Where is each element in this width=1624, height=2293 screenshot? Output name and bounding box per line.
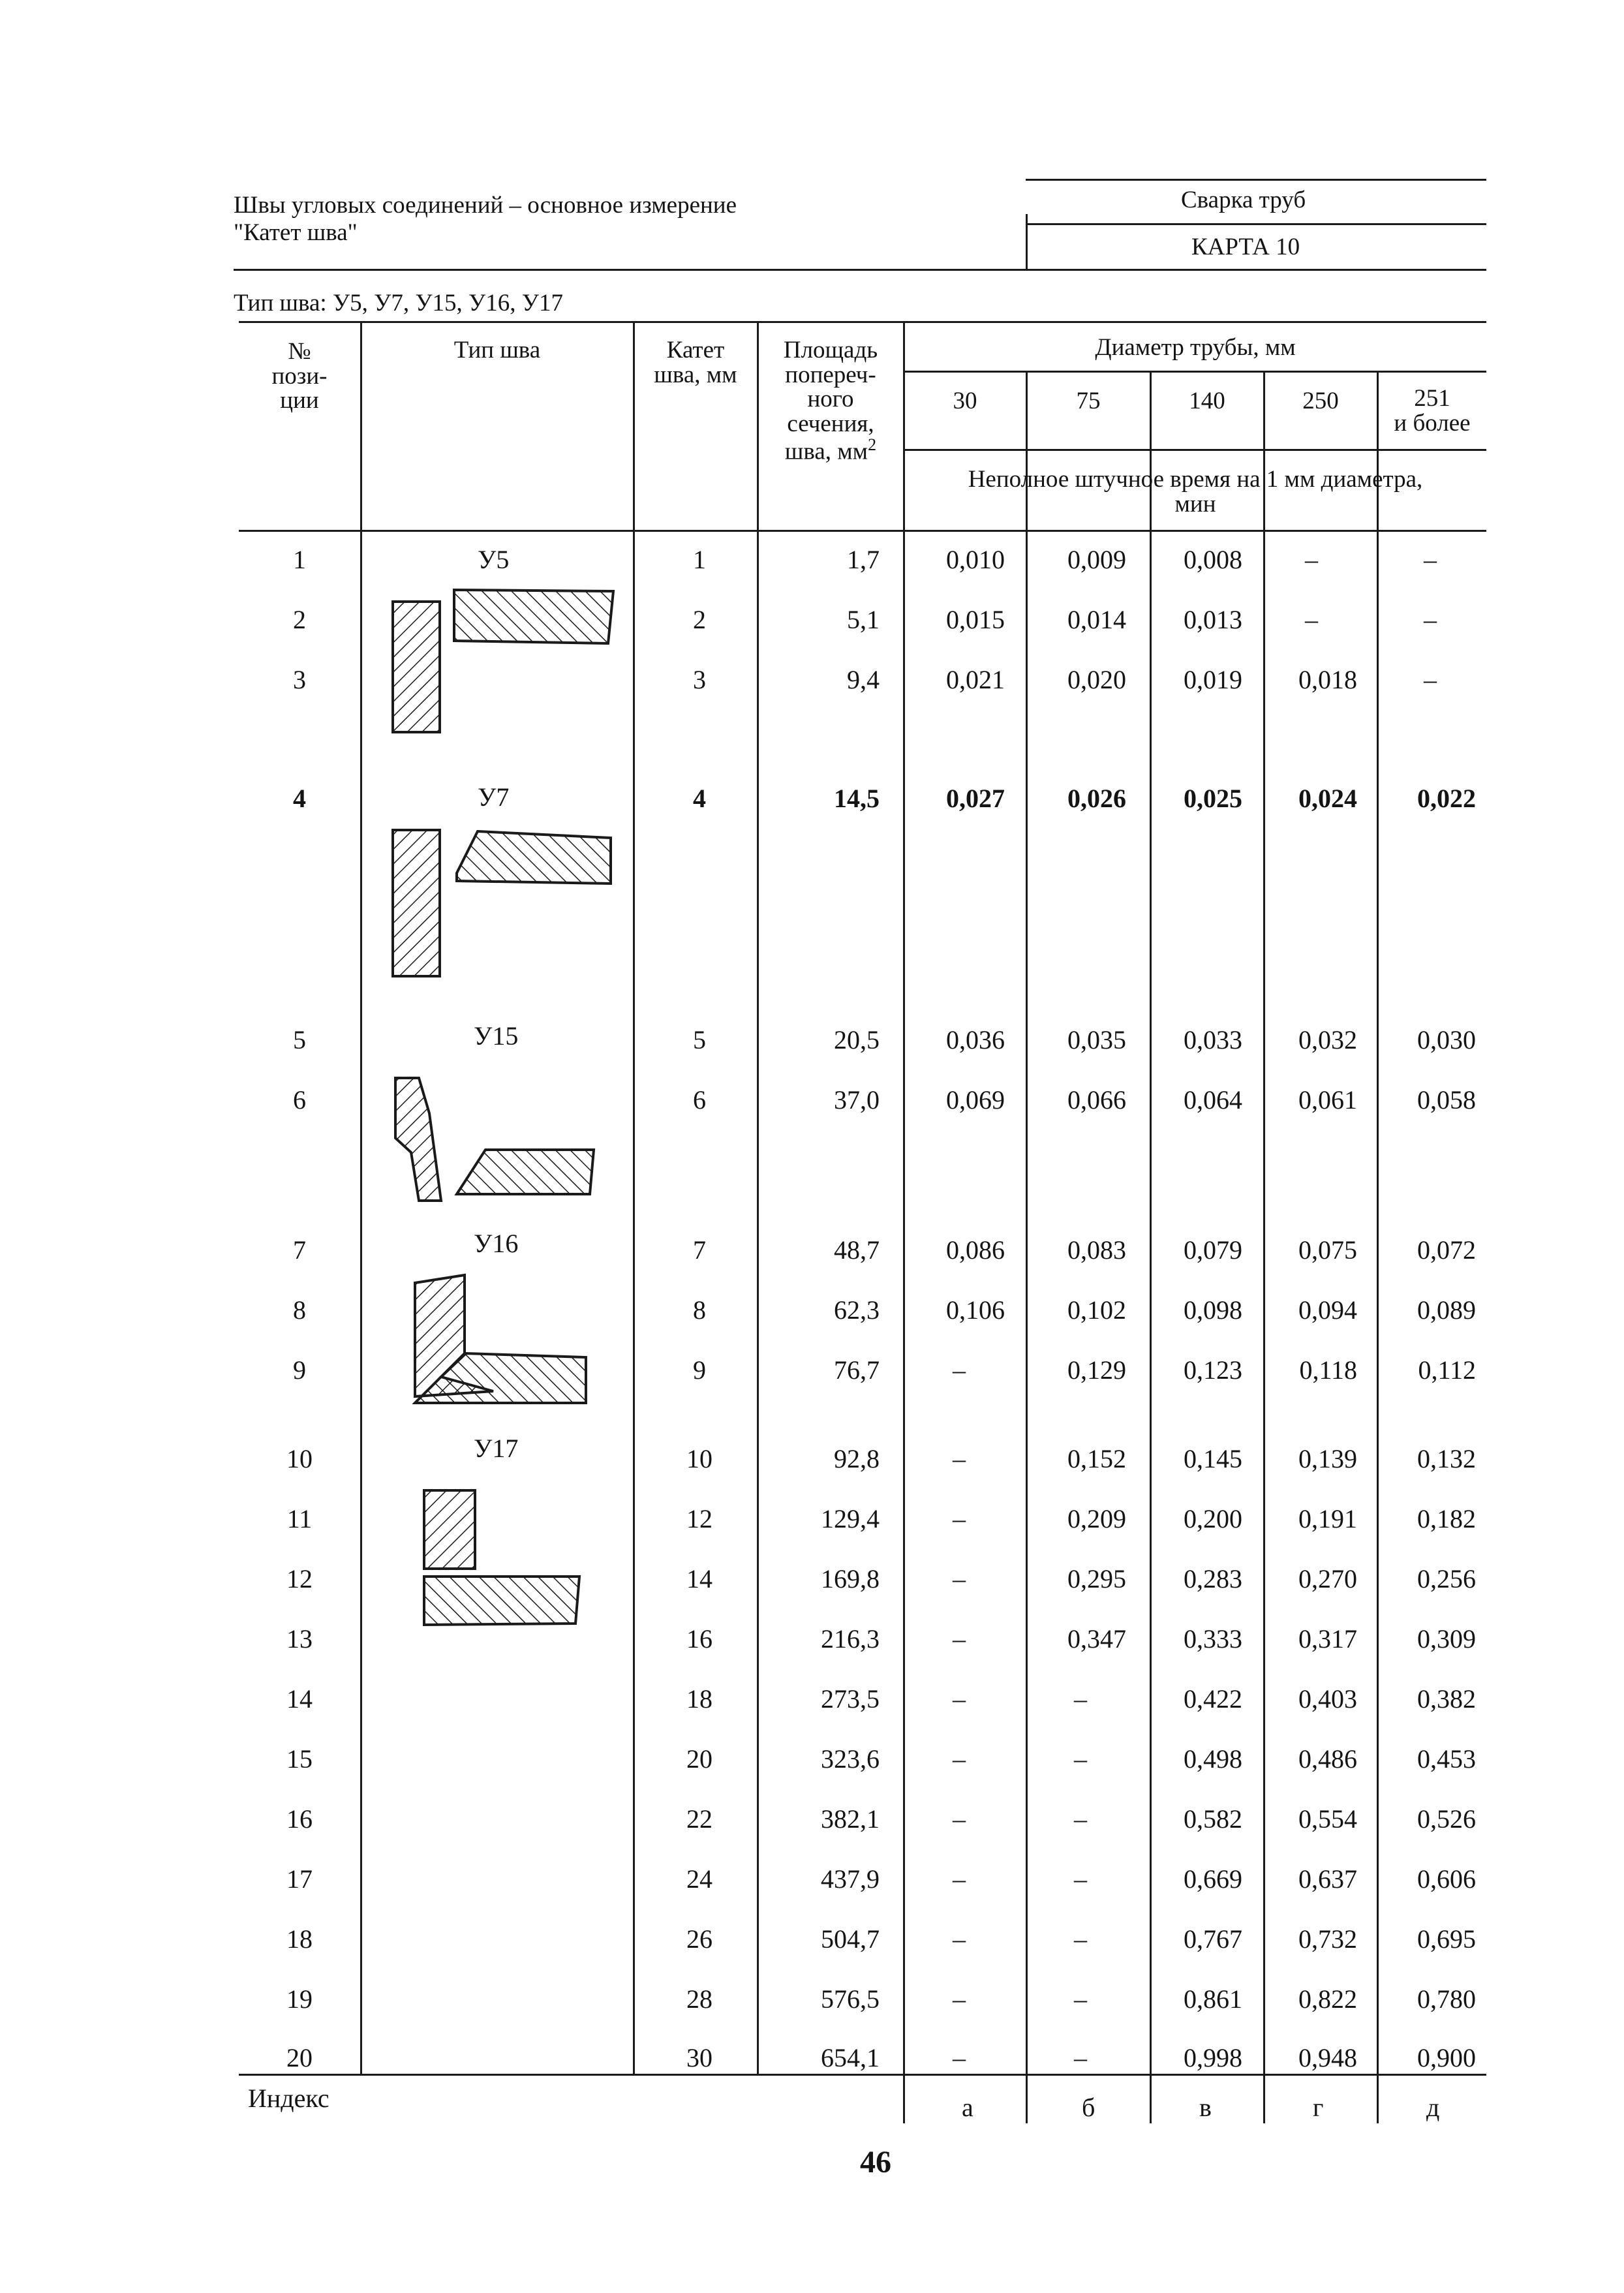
row-position: 14 [286,1684,313,1714]
row-katet: 28 [686,1984,712,2014]
row-katet: 5 [693,1025,706,1054]
row-area: 14,5 [834,784,880,813]
row-time-d2: 0,013 [1184,605,1242,634]
row-time-d3: 0,139 [1298,1444,1357,1473]
row-time-d1: – [1074,1864,1087,1894]
row-time-d4: 0,453 [1417,1744,1476,1774]
row-area: 76,7 [834,1355,880,1385]
row-time-d2: 0,064 [1184,1085,1242,1115]
row-time-d2: 0,145 [1184,1444,1242,1473]
row-time-d1: – [1074,1804,1087,1834]
diameter-75: 75 [1076,388,1101,414]
row-time-d1: 0,026 [1067,784,1126,813]
row-position: 20 [286,2043,313,2072]
row-position: 9 [293,1355,306,1385]
row-time-d3: 0,317 [1298,1624,1357,1654]
row-time-d3: 0,191 [1298,1504,1357,1533]
doc-title-line1: Швы угловых соединений – основное измерение [234,192,737,219]
row-area: 9,4 [847,665,880,694]
row-katet: 12 [686,1504,712,1533]
row-position: 8 [293,1295,306,1325]
row-time-d1: – [1074,1684,1087,1714]
row-time-d1: 0,014 [1067,605,1126,634]
row-time-d0: – [953,1924,966,1954]
row-time-d0: – [953,2043,966,2072]
row-time-d1: 0,209 [1067,1504,1126,1533]
row-time-d3: 0,554 [1298,1804,1357,1834]
row-time-d3: – [1305,605,1318,634]
row-time-d0: 0,027 [946,784,1005,813]
row-area: 576,5 [821,1984,880,2014]
diameter-more: и более [1394,409,1471,437]
row-time-d2: 0,008 [1184,545,1242,574]
row-time-d2: 0,123 [1184,1355,1242,1385]
row-katet: 16 [686,1624,712,1654]
row-time-d4: 0,309 [1417,1624,1476,1654]
row-time-d0: 0,069 [946,1085,1005,1115]
row-time-d2: 0,998 [1184,2043,1242,2072]
card-number: КАРТА 10 [1191,234,1300,260]
index-d: д [1426,2093,1440,2122]
row-katet: 7 [693,1235,706,1265]
row-katet: 9 [693,1355,706,1385]
row-time-d2: 0,582 [1184,1804,1242,1834]
row-time-d1: 0,347 [1067,1624,1126,1654]
header-area-sup: 2 [868,435,877,454]
row-time-d3: 0,270 [1298,1564,1357,1593]
row-time-d0: – [953,1744,966,1774]
row-area: 504,7 [821,1924,880,1954]
seam-diagram-u16 [412,1272,595,1409]
row-time-d0: 0,015 [946,605,1005,634]
row-time-d4: 0,382 [1417,1684,1476,1714]
row-position: 16 [286,1804,313,1834]
row-time-d3: 0,094 [1298,1295,1357,1325]
row-time-d1: 0,035 [1067,1025,1126,1054]
row-area: 216,3 [821,1624,880,1654]
row-time-d0: – [953,1444,966,1473]
row-time-d0: 0,010 [946,545,1005,574]
row-time-d1: 0,102 [1067,1295,1126,1325]
row-time-d4: 0,526 [1417,1804,1476,1834]
col-divider [757,322,759,2075]
page-number: 46 [860,2145,891,2179]
row-katet: 24 [686,1864,712,1894]
row-time-d4: 0,182 [1417,1504,1476,1533]
row-time-d0: – [953,1355,966,1385]
row-katet: 6 [693,1085,706,1115]
row-time-d2: 0,079 [1184,1235,1242,1265]
header-pos [239,339,360,413]
col-divider [903,322,905,2123]
row-time-d4: 0,606 [1417,1864,1476,1894]
row-time-d4: 0,072 [1417,1235,1476,1265]
row-time-d4: 0,089 [1417,1295,1476,1325]
row-time-d1: 0,009 [1067,545,1126,574]
row-area: 20,5 [834,1025,880,1054]
row-area: 129,4 [821,1504,880,1533]
row-time-d0: – [953,1564,966,1593]
seam-diagram-u5 [389,587,624,744]
row-time-d3: 0,486 [1298,1744,1357,1774]
row-position: 3 [293,665,306,694]
row-time-d2: 0,019 [1184,665,1242,694]
row-area: 323,6 [821,1744,880,1774]
row-area: 5,1 [847,605,880,634]
row-katet: 3 [693,665,706,694]
row-time-d2: 0,200 [1184,1504,1242,1533]
row-position: 10 [286,1444,313,1473]
rule [903,371,1486,373]
header-diameter: Диаметр трубы, мм [1095,334,1296,361]
seam-types-line: Тип шва: У5, У7, У15, У16, У17 [234,290,563,316]
row-time-d4: 0,058 [1417,1085,1476,1115]
row-time-d0: – [953,1804,966,1834]
index-label: Индекс [248,2084,329,2113]
row-time-d3: 0,948 [1298,2043,1357,2072]
time-caption [904,467,1486,516]
row-position: 4 [293,784,306,813]
row-time-d4: 0,112 [1418,1355,1476,1385]
row-time-d1: 0,295 [1067,1564,1126,1593]
row-time-d0: – [953,1624,966,1654]
row-area: 169,8 [821,1564,880,1593]
col-divider [633,322,635,2075]
header-pos-l1: № [288,338,311,365]
diameter-140: 140 [1189,388,1225,414]
row-time-d3: 0,024 [1298,784,1357,813]
row-katet: 4 [693,784,706,813]
row-time-d4: 0,022 [1417,784,1476,813]
seam-diagram-u17 [419,1488,582,1631]
row-position: 5 [293,1025,306,1054]
row-katet: 26 [686,1924,712,1954]
row-katet: 20 [686,1744,712,1774]
seam-label-u17: У17 [474,1434,519,1463]
time-caption-l1: Неполное штучное время на 1 мм диаметра, [968,466,1423,493]
row-position: 13 [286,1624,313,1654]
diameter-251 [1378,386,1486,435]
rule [1026,214,1028,270]
col-divider [360,322,362,2075]
row-katet: 22 [686,1804,712,1834]
row-time-d2: 0,669 [1184,1864,1242,1894]
row-time-d4: 0,030 [1417,1025,1476,1054]
row-position: 15 [286,1744,313,1774]
row-time-d4: – [1424,665,1437,694]
row-position: 17 [286,1864,313,1894]
row-position: 2 [293,605,306,634]
row-time-d4: 0,780 [1417,1984,1476,2014]
row-time-d4: 0,132 [1417,1444,1476,1473]
row-time-d2: 0,498 [1184,1744,1242,1774]
doc-title-line2: "Катет шва" [234,219,358,246]
row-area: 1,7 [847,545,880,574]
row-katet: 8 [693,1295,706,1325]
row-position: 18 [286,1924,313,1954]
row-position: 11 [286,1504,313,1533]
row-time-d4: – [1424,605,1437,634]
row-time-d3: 0,637 [1298,1864,1357,1894]
seam-diagram-u7 [389,823,624,980]
row-time-d3: 0,403 [1298,1684,1357,1714]
row-position: 12 [286,1564,313,1593]
row-time-d1: – [1074,1744,1087,1774]
row-time-d3: 0,732 [1298,1924,1357,1954]
row-time-d0: – [953,1864,966,1894]
header-katet-l1: Катет [666,337,725,363]
row-time-d3: 0,061 [1298,1085,1357,1115]
row-time-d1: 0,129 [1067,1355,1126,1385]
row-time-d3: – [1305,545,1318,574]
row-time-d4: 0,900 [1417,2043,1476,2072]
header-area [758,338,903,464]
row-time-d3: 0,822 [1298,1984,1357,2014]
row-katet: 18 [686,1684,712,1714]
row-time-d1: 0,083 [1067,1235,1126,1265]
time-caption-l2: мин [1174,490,1216,517]
row-time-d2: 0,767 [1184,1924,1242,1954]
row-time-d0: 0,106 [946,1295,1005,1325]
header-katet [634,338,757,387]
row-time-d3: 0,075 [1298,1235,1357,1265]
header-area-l2: попереч- [785,361,876,388]
row-time-d0: 0,036 [946,1025,1005,1054]
row-area: 62,3 [834,1295,880,1325]
row-time-d0: 0,021 [946,665,1005,694]
row-position: 19 [286,1984,313,2014]
row-time-d2: 0,098 [1184,1295,1242,1325]
row-position: 1 [293,545,306,574]
row-time-d3: 0,018 [1298,665,1357,694]
row-area: 382,1 [821,1804,880,1834]
header-pos-l2: пози- [271,362,328,390]
diameter-251-value: 251 [1414,385,1450,412]
rule [1026,179,1486,181]
row-time-d1: – [1074,1924,1087,1954]
seam-label-u7: У7 [478,782,510,812]
section-title: Сварка труб [1181,187,1306,213]
row-area: 273,5 [821,1684,880,1714]
header-area-l5: шва, мм [784,438,868,465]
row-katet: 14 [686,1564,712,1593]
row-time-d0: – [953,1504,966,1533]
index-a: а [962,2093,973,2122]
diameter-30: 30 [953,388,977,414]
header-katet-l2: шва, мм [654,361,737,388]
header-area-l3: ного [807,386,854,413]
row-time-d3: 0,032 [1298,1025,1357,1054]
header-area-l4: сечения, [787,410,874,438]
header-seam-type: Тип шва [453,337,541,363]
seam-label-u16: У16 [474,1229,519,1258]
index-g: г [1313,2093,1324,2122]
row-katet: 10 [686,1444,712,1473]
col-divider [1026,372,1028,2123]
row-time-d1: 0,020 [1067,665,1126,694]
row-time-d0: – [953,1984,966,2014]
header-area-l1: Площадь [783,337,878,363]
row-katet: 1 [693,545,706,574]
seam-diagram-u15 [389,1073,604,1203]
row-area: 92,8 [834,1444,880,1473]
row-katet: 30 [686,2043,712,2072]
row-time-d1: – [1074,1984,1087,2014]
row-position: 6 [293,1085,306,1115]
row-time-d2: 0,333 [1184,1624,1242,1654]
row-area: 437,9 [821,1864,880,1894]
header-bottom-rule [239,530,1486,532]
table-top-rule [239,321,1486,323]
rule [1026,223,1486,225]
header-pos-l3: ции [280,387,319,414]
row-area: 37,0 [834,1085,880,1115]
row-area: 48,7 [834,1235,880,1265]
row-time-d2: 0,283 [1184,1564,1242,1593]
row-time-d0: – [953,1684,966,1714]
diameter-250: 250 [1302,388,1339,414]
rule [903,449,1486,451]
row-time-d4: 0,256 [1417,1564,1476,1593]
row-time-d3: 0,118 [1299,1355,1357,1385]
row-time-d1: – [1074,2043,1087,2072]
row-time-d2: 0,861 [1184,1984,1242,2014]
index-b: б [1082,2093,1095,2122]
seam-label-u15: У15 [474,1021,519,1051]
row-time-d1: 0,152 [1067,1444,1126,1473]
row-time-d4: 0,695 [1417,1924,1476,1954]
row-area: 654,1 [821,2043,880,2072]
table-bottom-rule [239,2074,1486,2076]
index-v: в [1199,2093,1212,2122]
row-katet: 2 [693,605,706,634]
row-position: 7 [293,1235,306,1265]
row-time-d0: 0,086 [946,1235,1005,1265]
seam-label-u5: У5 [478,545,510,574]
row-time-d1: 0,066 [1067,1085,1126,1115]
rule [234,269,1486,271]
row-time-d2: 0,033 [1184,1025,1242,1054]
row-time-d2: 0,025 [1184,784,1242,813]
row-time-d2: 0,422 [1184,1684,1242,1714]
row-time-d4: – [1424,545,1437,574]
